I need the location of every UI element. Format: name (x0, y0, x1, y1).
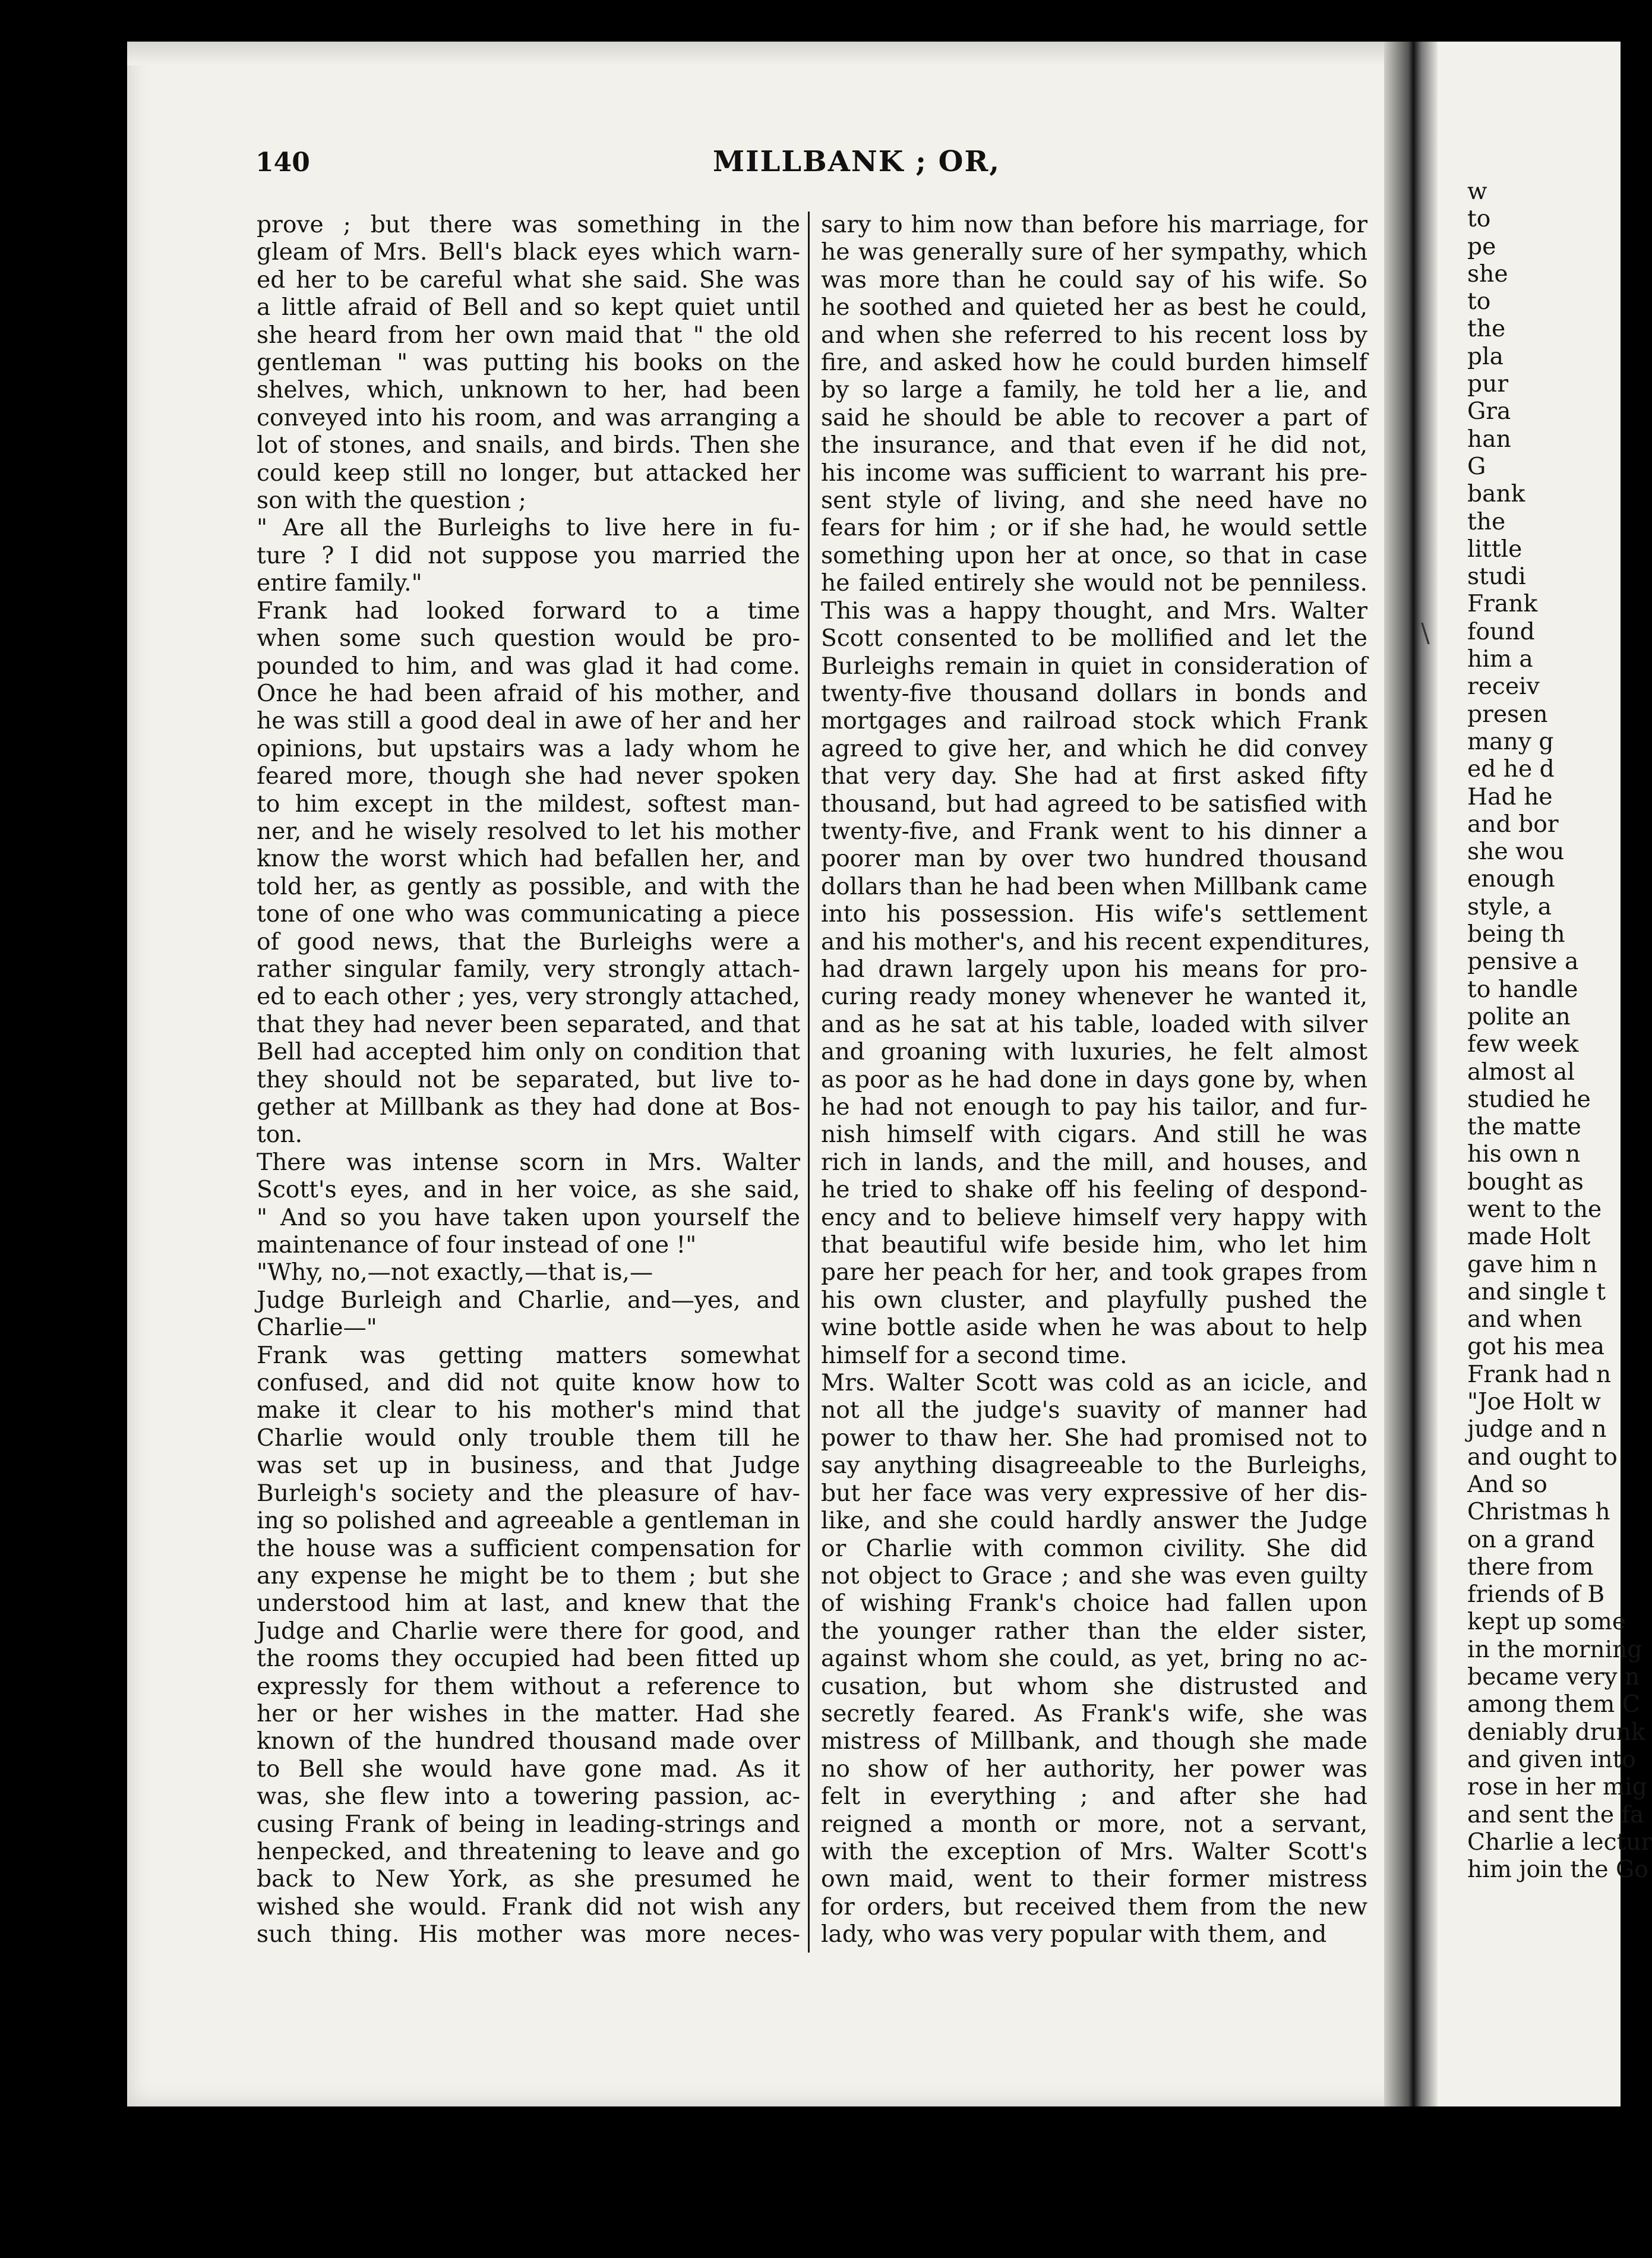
text-line: to him except in the mildest, softest man- (257, 790, 800, 818)
text-line: reigned a month or more, not a servant, (821, 1811, 1367, 1838)
text-line: the matte (1467, 1114, 1581, 1141)
text-line: wine bottle aside when he was about to help (821, 1314, 1367, 1342)
text-line: the house was a sufficient compensation for (257, 1535, 800, 1562)
text-line: enough (1467, 866, 1555, 893)
text-line: pensive a (1467, 948, 1579, 976)
text-line: he was generally sure of her sympathy, which (821, 239, 1367, 266)
gutter-mark: \ (1421, 618, 1430, 648)
left-text-column (257, 212, 800, 1949)
text-line: could keep still no longer, but attacked her (257, 459, 800, 487)
text-line: by so large a family, he told her a lie, and (821, 377, 1367, 404)
text-line: almost al (1467, 1058, 1575, 1086)
facing-page-text (1467, 178, 1652, 1884)
text-line: pare her peach for her, and took grapes from (821, 1259, 1367, 1286)
text-line: ed to each other ; yes, very strongly attached, (257, 983, 800, 1011)
text-line: friends of B (1467, 1581, 1605, 1609)
text-line: thousand, but had agreed to be satisfied with (821, 790, 1367, 818)
page-top-edge (127, 42, 1408, 65)
text-line: of wishing Frank's choice had fallen upon (821, 1590, 1367, 1617)
text-line: cusation, but whom she distrusted and (821, 1673, 1367, 1700)
text-line: polite an (1467, 1003, 1571, 1030)
text-line: to (1467, 288, 1491, 316)
text-line: dollars than he had been when Millbank came (821, 873, 1367, 900)
text-line: he soothed and quieted her as best he could, (821, 294, 1367, 321)
text-line: Burleighs remain in quiet in consideration of (821, 652, 1367, 680)
text-line: feared more, though she had never spoken (257, 763, 800, 790)
text-line: ed her to be careful what she said. She was (257, 266, 800, 294)
text-line: pounded to him, and was glad it had come. (257, 652, 800, 680)
text-line: understood him at last, and knew that the (257, 1590, 800, 1617)
text-line: gether at Millbank as they had done at Bos- (257, 1094, 800, 1121)
text-line: receiv (1467, 673, 1540, 701)
text-line: made Holt (1467, 1223, 1591, 1251)
text-line: Frank had looked forward to a time (257, 597, 800, 625)
text-line: with the exception of Mrs. Walter Scott's (821, 1838, 1367, 1865)
running-head: MILLBANK ; OR, (713, 145, 1001, 178)
text-line: ing so polished and agreeable a gentleman in (257, 1508, 800, 1535)
text-line: " Are all the Burleighs to live here in fu- (257, 515, 800, 542)
text-line: and bor (1467, 811, 1559, 838)
text-line: little (1467, 535, 1523, 563)
text-line: the rooms they occupied had been fitted up (257, 1645, 800, 1673)
text-line: rather singular family, very strongly attach- (257, 955, 800, 983)
text-line: on a grand (1467, 1526, 1595, 1553)
text-line: he had not enough to pay his tailor, and fur- (821, 1094, 1367, 1121)
text-line: gleam of Mrs. Bell's black eyes which warn- (257, 239, 800, 266)
text-line: lot of stones, and snails, and birds. Then she (257, 432, 800, 459)
text-line: was, she flew into a towering passion, ac- (257, 1783, 800, 1811)
text-line: there from (1467, 1553, 1594, 1581)
text-line: cusing Frank of being in leading-strings and (257, 1811, 800, 1838)
text-line: and groaning with luxuries, he felt almost (821, 1039, 1367, 1066)
text-line: became very n (1467, 1664, 1640, 1691)
text-line: fire, and asked how he could burden himself (821, 349, 1367, 377)
text-line: that very day. She had at first asked fifty (821, 763, 1367, 790)
text-line: that beautiful wife beside him, who let him (821, 1232, 1367, 1259)
text-line: the younger rather than the elder sister, (821, 1617, 1367, 1645)
text-line: Frank (1467, 591, 1538, 618)
text-line: and single t (1467, 1278, 1606, 1305)
text-line: they should not be separated, but live to- (257, 1066, 800, 1093)
text-line: sent style of living, and she need have no (821, 487, 1367, 515)
text-line: twenty-five thousand dollars in bonds and (821, 680, 1367, 707)
text-line: went to the (1467, 1196, 1602, 1223)
text-line: told her, as gently as possible, and with the (257, 873, 800, 900)
book-gutter (1384, 42, 1438, 2106)
text-line: among them C (1467, 1691, 1640, 1718)
text-line: and when (1467, 1306, 1582, 1333)
text-line: himself for a second time. (821, 1342, 1127, 1369)
text-line: agreed to give her, and which he did convey (821, 735, 1367, 762)
text-line: Scott's eyes, and in her voice, as she said, (257, 1177, 800, 1204)
text-line: "Why, no,—not exactly,—that is,— (257, 1259, 653, 1286)
text-line: shelves, which, unknown to her, had been (257, 377, 800, 404)
text-line: ner, and he wisely resolved to let his mother (257, 818, 800, 845)
text-line: and as he sat at his table, loaded with silver (821, 1011, 1367, 1038)
text-line: rich in lands, and the mill, and houses, and (821, 1149, 1367, 1176)
text-line: such thing. His mother was more neces- (257, 1921, 800, 1948)
text-line: kept up some (1467, 1609, 1626, 1636)
text-line: deniably drunk (1467, 1718, 1645, 1746)
text-line: mortgages and railroad stock which Frank (821, 708, 1367, 735)
text-line: found (1467, 618, 1535, 645)
text-line: presen (1467, 701, 1548, 728)
text-line: gave him n (1467, 1251, 1597, 1278)
text-line: entire family." (257, 570, 422, 597)
text-line: judge and n (1467, 1416, 1607, 1443)
text-line: Charlie would only trouble them till he (257, 1424, 800, 1452)
text-line: lady, who was very popular with them, and (821, 1921, 1327, 1948)
text-line: like, and she could hardly answer the Judge (821, 1508, 1367, 1535)
text-line: studi (1467, 563, 1526, 591)
text-line: han (1467, 425, 1511, 453)
text-line: felt in everything ; and after she had (821, 1783, 1367, 1811)
text-line: And so (1467, 1471, 1547, 1498)
text-line: confused, and did not quite know how to (257, 1370, 800, 1397)
text-line: ed he d (1467, 756, 1555, 783)
text-line: said he should be able to recover a part of (821, 404, 1367, 431)
text-line: "Joe Holt w (1467, 1389, 1602, 1416)
text-line: for orders, but received them from the new (821, 1893, 1367, 1920)
text-line: his own n (1467, 1141, 1581, 1168)
text-line: something upon her at once, so that in case (821, 542, 1367, 569)
text-line: Judge Burleigh and Charlie, and—yes, and (257, 1286, 800, 1314)
text-line: Once he had been afraid of his mother, and (257, 680, 800, 707)
text-line: ton. (257, 1121, 303, 1149)
text-line: Frank had n (1467, 1361, 1612, 1388)
text-line: " And so you have taken upon yourself the (257, 1204, 800, 1231)
text-line: Gra (1467, 398, 1511, 425)
text-line: to (1467, 206, 1491, 233)
text-line: her or her wishes in the matter. Had she (257, 1700, 800, 1727)
text-line: many g (1467, 728, 1554, 755)
text-line: G (1467, 453, 1486, 480)
text-line: know the worst which had befallen her, and (257, 846, 800, 873)
text-line: Mrs. Walter Scott was cold as an icicle, and (821, 1370, 1367, 1397)
text-line: Bell had accepted him only on condition that (257, 1039, 800, 1066)
text-line: he failed entirely she would not be penniless. (821, 570, 1367, 597)
text-line: and given into (1467, 1746, 1636, 1773)
text-line: or Charlie with common civility. She did (821, 1535, 1367, 1562)
text-line: curing ready money whenever he wanted it, (821, 983, 1367, 1011)
text-line: Frank was getting matters somewhat (257, 1342, 800, 1369)
text-line: ture ? I did not suppose you married the (257, 542, 800, 569)
text-line: was set up in business, and that Judge (257, 1452, 800, 1480)
text-line: to Bell she would have gone mad. As it (257, 1755, 800, 1783)
text-line: style, a (1467, 893, 1552, 920)
text-line: she wou (1467, 838, 1565, 866)
text-line: Charlie—" (257, 1314, 377, 1342)
text-line: his income was sufficient to warrant his pre- (821, 459, 1367, 487)
text-line: poorer man by over two hundred thousand (821, 846, 1367, 873)
text-line: Judge and Charlie were there for good, and (257, 1617, 800, 1645)
text-line: say anything disagreeable to the Burleighs, (821, 1452, 1367, 1480)
text-line: prove ; but there was something in the (257, 212, 800, 238)
text-line: no show of her authority, her power was (821, 1755, 1367, 1783)
text-line: Charlie a lectur (1467, 1828, 1652, 1856)
text-line: got his mea (1467, 1333, 1604, 1361)
text-line: pe (1467, 233, 1496, 260)
text-line: as poor as he had done in days gone by, when (821, 1066, 1367, 1093)
text-line: to handle (1467, 976, 1578, 1003)
text-line: power to thaw her. She had promised not to (821, 1424, 1367, 1452)
text-line: had drawn largely upon his means for pro- (821, 955, 1367, 983)
text-line: make it clear to his mother's mind that (257, 1397, 800, 1424)
text-line: gentleman " was putting his books on the (257, 349, 800, 377)
text-line: the (1467, 508, 1506, 535)
text-line: against whom she could, as yet, bring no ac- (821, 1645, 1367, 1673)
text-line: being th (1467, 921, 1565, 948)
text-line: own maid, went to their former mistress (821, 1866, 1367, 1893)
text-line: bought as (1467, 1168, 1584, 1196)
text-line: not all the judge's suavity of manner had (821, 1397, 1367, 1424)
text-line: and ought to (1467, 1443, 1618, 1471)
text-line: Scott consented to be mollified and let the (821, 625, 1367, 652)
text-line: into his possession. His wife's settlement (821, 901, 1367, 928)
text-line: ency and to believe himself very happy with (821, 1204, 1367, 1231)
text-line: a little afraid of Bell and so kept quiet until (257, 294, 800, 321)
text-line: wished she would. Frank did not wish any (257, 1893, 800, 1920)
text-line: Christmas h (1467, 1499, 1610, 1526)
text-line: mistress of Millbank, and though she made (821, 1728, 1367, 1755)
text-line: he tried to shake off his feeling of despond- (821, 1177, 1367, 1204)
text-line: This was a happy thought, and Mrs. Walter (821, 597, 1367, 625)
text-line: known of the hundred thousand made over (257, 1728, 800, 1755)
right-text-column (821, 212, 1370, 1949)
text-line: the (1467, 316, 1506, 343)
text-line: was more than he could say of his wife. So (821, 266, 1367, 294)
text-line: w (1467, 178, 1487, 205)
text-line: he was still a good deal in awe of her and her (257, 708, 800, 735)
text-line: not object to Grace ; and she was even guilty (821, 1562, 1367, 1590)
text-line: tone of one who was communicating a piece (257, 901, 800, 928)
text-line: when some such question would be pro- (257, 625, 800, 652)
text-line: but her face was very expressive of her dis- (821, 1480, 1367, 1507)
text-line: Had he (1467, 783, 1553, 811)
text-line: conveyed into his room, and was arranging a (257, 404, 800, 431)
text-line: rose in her mig (1467, 1774, 1647, 1801)
text-line: bank (1467, 481, 1525, 508)
text-line: There was intense scorn in Mrs. Walter (257, 1149, 800, 1176)
text-line: that they had never been separated, and that (257, 1011, 800, 1038)
text-line: she heard from her own maid that " the old (257, 321, 800, 349)
text-line: him join the Go (1467, 1856, 1648, 1884)
text-line: opinions, but upstairs was a lady whom he (257, 735, 800, 762)
text-line: back to New York, as she presumed he (257, 1866, 800, 1893)
text-line: son with the question ; (257, 487, 526, 515)
text-line: expressly for them without a reference to (257, 1673, 800, 1700)
text-line: maintenance of four instead of one !" (257, 1232, 697, 1259)
text-line: and his mother's, and his recent expenditures, (821, 928, 1370, 955)
column-rule (808, 212, 810, 1953)
text-line: and sent the fa (1467, 1801, 1644, 1828)
text-line: few week (1467, 1031, 1579, 1058)
page-number: 140 (255, 147, 310, 178)
text-line: the insurance, and that even if he did not, (821, 432, 1367, 459)
text-line: Burleigh's society and the pleasure of hav- (257, 1480, 800, 1507)
text-line: sary to him now than before his marriage, for (821, 212, 1367, 238)
text-line: studied he (1467, 1086, 1591, 1113)
text-line: pur (1467, 371, 1509, 398)
text-line: secretly feared. As Frank's wife, she was (821, 1700, 1367, 1727)
text-line: henpecked, and threatening to leave and go (257, 1838, 800, 1865)
text-line: of good news, that the Burleighs were a (257, 928, 800, 955)
text-line: him a (1467, 646, 1533, 673)
text-line: any expense he might be to them ; but she (257, 1562, 800, 1590)
text-line: and when she referred to his recent loss by (821, 321, 1367, 349)
text-line: fears for him ; or if she had, he would settle (821, 515, 1367, 542)
text-line: nish himself with cigars. And still he was (821, 1121, 1367, 1149)
text-line: she (1467, 260, 1508, 288)
text-line: twenty-five, and Frank went to his dinner a (821, 818, 1367, 845)
text-line: his own cluster, and playfully pushed the (821, 1286, 1367, 1314)
text-line: in the morning (1467, 1636, 1642, 1663)
text-line: pla (1467, 343, 1503, 370)
